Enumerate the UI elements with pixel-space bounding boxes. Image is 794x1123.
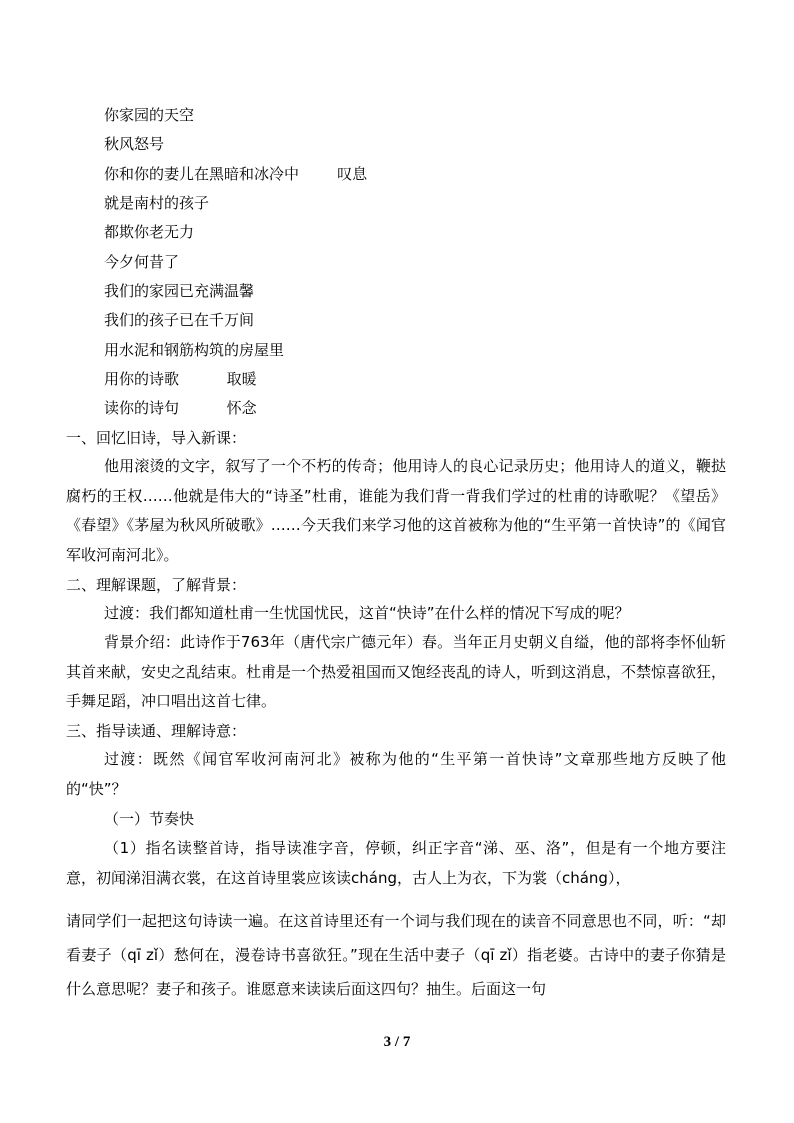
poem-line-4: 就是南村的孩子 <box>104 194 210 212</box>
poem-line-5: 都欺你老无力 <box>104 223 195 241</box>
poem-line-2: 秋风怒号 <box>104 135 165 153</box>
section-3-transition: 过渡：既然《闻官军收河南河北》被称为他的“生平第一首快诗”文章那些地方反映了他的“快”？ <box>66 750 726 798</box>
section-2-background: 背景介绍：此诗作于763年（唐代宗广德元年）春。当年正月史朝义自缢，他的部将李怀仙斩其首来献，安史之乱结束。杜甫是一个热爱祖国而又饱经丧乱的诗人，听到这消息，不禁惊喜欲狂，手舞足蹈，冲口唱出这首七律。 <box>66 633 727 710</box>
poem-line-8: 我们的孩子已在千万间 <box>104 311 255 329</box>
section-2-heading: 二、理解课题，了解背景： <box>66 576 247 594</box>
poem-line-3: 你和你的妻儿在黑暗和冰冷中 叹息 <box>104 165 368 183</box>
section-3-heading: 三、指导读通、理解诗意： <box>66 722 247 740</box>
section-3-paragraph-part-2: 请同学们一起把这句诗读一遍。在这首诗里还有一个词与我们现在的读音不同意思也不同，听：“却看妻子（qī zǐ）愁何在，漫卷诗书喜欲狂。”现在生活中妻子（qī zǐ）指老婆。古诗中的妻子你猜是什么意思呢？妻子和孩子。谁愿意来读读后面这四句？抽生。后面这一句 <box>66 912 726 998</box>
section-2-transition: 过渡：我们都知道杜甫一生忧国忧民，这首“快诗”在什么样的情况下写成的呢？ <box>104 604 630 622</box>
page-number: 3 / 7 <box>383 1034 411 1050</box>
poem-line-11: 读你的诗句 怀念 <box>104 399 257 417</box>
section-3-paragraph-part-1: （1）指名读整首诗，指导读准字音，停顿，纠正字音“涕、巫、洛”，但是有一个地方要注意，初闻涕泪满衣裳，在这首诗里裳应该读cháng，古人上为衣，下为裳（cháng）， <box>66 839 726 887</box>
poem-line-10: 用你的诗歌 取暖 <box>104 370 257 388</box>
poem-line-1: 你家园的天空 <box>104 106 195 124</box>
section-1-paragraph: 他用滚烫的文字，叙写了一个不朽的传奇；他用诗人的良心记录历史；他用诗人的道义，鞭挞腐朽的王权……他就是伟大的“诗圣”杜甫，谁能为我们背一背我们学过的杜甫的诗歌呢？《望岳》《春望》《茅屋为秋风所破歌》……今天我们来学习他的这首被称为他的“生平第一首快诗”的《闻官军收河南河北》。 <box>66 457 726 564</box>
section-1-heading: 一、回忆旧诗，导入新课： <box>66 429 247 447</box>
poem-line-9: 用水泥和钢筋构筑的房屋里 <box>104 341 285 359</box>
section-3-subheading: （一）节奏快 <box>104 810 195 828</box>
poem-line-6: 今夕何昔了 <box>104 253 180 271</box>
poem-line-7: 我们的家园已充满温馨 <box>104 282 255 300</box>
